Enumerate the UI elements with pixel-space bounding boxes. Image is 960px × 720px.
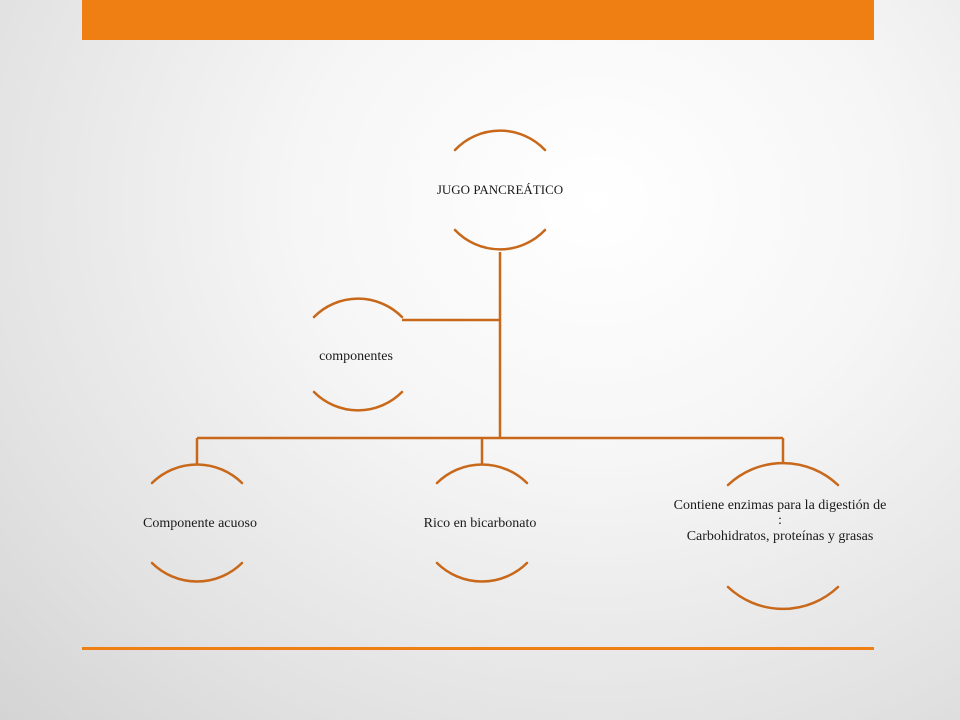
node-child-3-line-3: Carbohidratos, proteínas y grasas bbox=[686, 529, 874, 544]
node-assistant-label: componentes bbox=[319, 349, 393, 364]
node-child-2-label: Rico en bicarbonato bbox=[423, 516, 537, 531]
node-root-label: JUGO PANCREÁTICO bbox=[436, 182, 564, 197]
node-child-3-line-1: Contiene enzimas para la digestión de bbox=[673, 498, 887, 513]
node-child-3-line-2: : bbox=[778, 513, 782, 528]
node-child-1-label: Componente acuoso bbox=[143, 516, 257, 531]
node-child-3-label bbox=[630, 496, 930, 546]
footer-accent-line bbox=[82, 647, 874, 650]
